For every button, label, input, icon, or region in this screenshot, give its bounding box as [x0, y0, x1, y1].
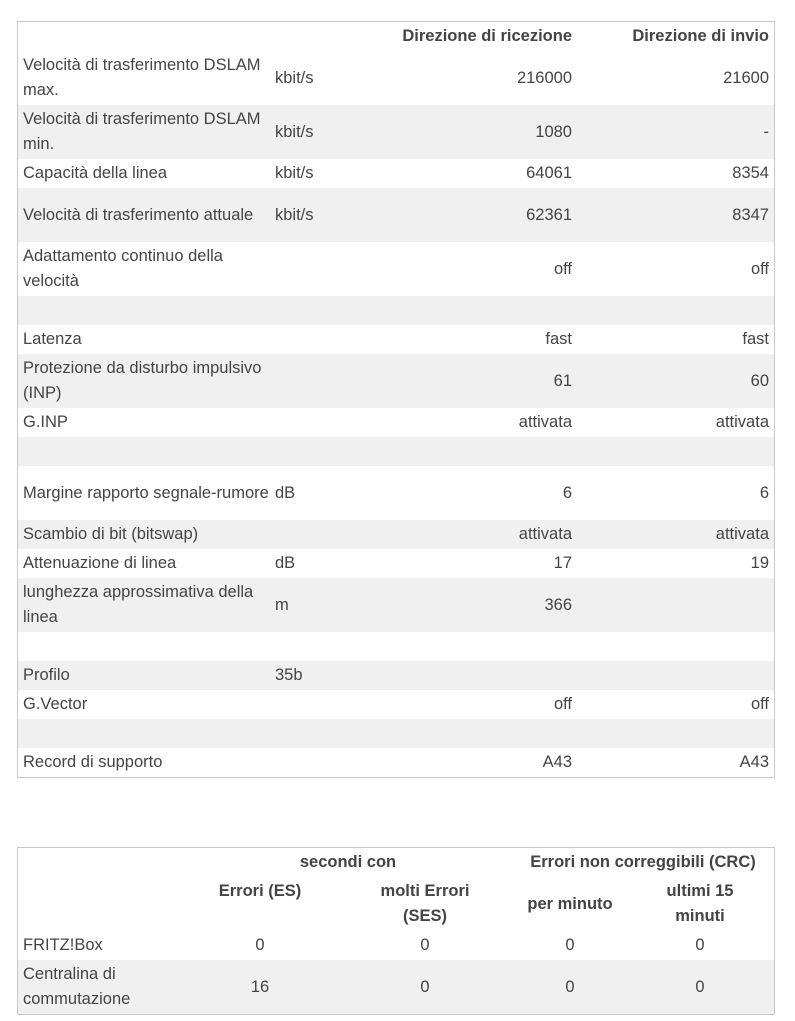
- row-unit: [275, 520, 335, 549]
- row-unit: [275, 242, 335, 296]
- row-rx-value: fast: [545, 330, 572, 348]
- table-row: [18, 105, 774, 159]
- row-label: G.INP: [23, 413, 68, 431]
- row-tx-value: [589, 437, 769, 466]
- row-unit: [275, 632, 335, 661]
- table-row: [18, 296, 774, 325]
- table-row: [18, 549, 774, 578]
- row-label: Centralina di commutazione: [23, 965, 131, 1008]
- row-rx-value: [372, 719, 572, 748]
- error-header-rows: [18, 848, 774, 931]
- row-tx-value: [589, 661, 769, 690]
- row-tx-value: attivata: [715, 525, 769, 543]
- row-unit: dB: [275, 554, 296, 572]
- table-row: [18, 661, 774, 690]
- row-label: [23, 632, 278, 661]
- table-row: [18, 325, 774, 354]
- row-unit: m: [275, 595, 289, 614]
- row-label: G.Vector: [23, 695, 88, 713]
- row-unit: [275, 719, 335, 748]
- row-last-15-min-value: 0: [695, 936, 705, 954]
- row-label: Velocità di trasferimento DSLAM max.: [23, 56, 261, 99]
- table-row: [18, 51, 774, 105]
- header-tx: Direzione di invio: [632, 27, 769, 45]
- table-row: [18, 578, 774, 632]
- table-row: [18, 437, 774, 466]
- dsl-info-table: [17, 21, 775, 778]
- row-tx-value: 8347: [732, 205, 769, 224]
- row-tx-value: A43: [739, 753, 769, 771]
- header-per-minute: per minuto: [527, 894, 613, 913]
- row-per-minute-value: 0: [565, 977, 575, 996]
- row-label: Adattamento continuo della velocità: [23, 247, 223, 290]
- row-rx-value: [372, 632, 572, 661]
- table-row: [18, 632, 774, 661]
- table-row: [18, 690, 774, 719]
- row-per-minute-value: 0: [565, 936, 575, 954]
- row-unit: [275, 325, 335, 354]
- row-rx-value: 216000: [516, 68, 572, 87]
- row-tx-value: [589, 578, 769, 632]
- row-rx-value: 61: [553, 371, 572, 390]
- row-rx-value: [372, 437, 572, 466]
- row-tx-value: 8354: [732, 164, 769, 182]
- row-unit: [275, 748, 335, 777]
- row-rx-value: 17: [553, 554, 572, 572]
- row-rx-value: attivata: [518, 413, 572, 431]
- row-label: Protezione da disturbo impulsivo (INP): [23, 359, 262, 402]
- row-tx-value: 21600: [723, 68, 769, 87]
- row-tx-value: attivata: [715, 413, 769, 431]
- header-rx: Direzione di ricezione: [402, 27, 572, 45]
- row-rx-value: 62361: [526, 205, 572, 224]
- row-rx-value: 1080: [535, 122, 572, 141]
- table-row: [18, 354, 774, 408]
- table-row: [18, 242, 774, 296]
- row-unit: kbit/s: [275, 122, 314, 141]
- header-ses: molti Errori (SES): [380, 882, 470, 925]
- row-label: FRITZ!Box: [23, 936, 103, 954]
- row-unit: kbit/s: [275, 68, 314, 87]
- error-stats-table: [17, 847, 775, 1015]
- row-unit: kbit/s: [275, 205, 314, 224]
- row-ses-value: 0: [420, 936, 430, 954]
- row-label: Velocità di trasferimento attuale: [23, 205, 254, 224]
- row-label: Scambio di bit (bitswap): [23, 525, 199, 543]
- row-label: Record di supporto: [23, 753, 163, 771]
- row-es-value: 16: [250, 977, 270, 996]
- row-unit: [275, 354, 335, 408]
- row-unit: kbit/s: [275, 164, 314, 182]
- row-tx-value: -: [763, 122, 769, 141]
- table-row: [18, 960, 774, 1014]
- row-label: [23, 437, 278, 466]
- row-unit: [275, 408, 335, 437]
- table-row: [18, 188, 774, 242]
- row-tx-value: off: [750, 695, 769, 713]
- table-row: [18, 931, 774, 960]
- row-label: Capacità della linea: [23, 164, 168, 182]
- table-row: [18, 520, 774, 549]
- row-last-15-min-value: 0: [695, 977, 705, 996]
- row-tx-value: [589, 719, 769, 748]
- row-unit: dB: [275, 483, 296, 502]
- row-tx-value: 19: [750, 554, 769, 572]
- row-rx-value: 366: [544, 595, 572, 614]
- header-crc-group: Errori non correggibili (CRC): [530, 853, 756, 871]
- header-seconds-group: secondi con: [299, 853, 397, 871]
- header-last-15-min: ultimi 15 minuti: [666, 882, 734, 925]
- row-tx-value: 60: [750, 371, 769, 390]
- row-label: lunghezza approssimativa della linea: [23, 583, 254, 626]
- row-ses-value: 0: [420, 977, 430, 996]
- row-rx-value: A43: [542, 753, 572, 771]
- row-tx-value: off: [750, 259, 769, 278]
- row-rx-value: attivata: [518, 525, 572, 543]
- row-unit: [275, 690, 335, 719]
- row-unit: [275, 437, 335, 466]
- row-rx-value: 64061: [526, 164, 572, 182]
- table-row: [18, 159, 774, 188]
- row-label: Profilo: [23, 666, 70, 684]
- row-tx-value: [589, 632, 769, 661]
- row-unit: [275, 296, 335, 325]
- row-rx-value: off: [553, 695, 572, 713]
- table-row: [18, 719, 774, 748]
- row-rx-value: [372, 296, 572, 325]
- row-tx-value: [589, 296, 769, 325]
- row-label: Latenza: [23, 330, 82, 348]
- row-rx-value: off: [553, 259, 572, 278]
- row-label: Attenuazione di linea: [23, 554, 177, 572]
- row-tx-value: 6: [759, 483, 769, 502]
- row-label: Velocità di trasferimento DSLAM min.: [23, 110, 261, 153]
- row-tx-value: fast: [742, 330, 769, 348]
- table-row: [18, 466, 774, 520]
- row-label: [23, 719, 278, 748]
- table-row: [18, 408, 774, 437]
- header-es: Errori (ES): [218, 882, 302, 900]
- row-unit: 35b: [275, 666, 303, 684]
- row-es-value: 0: [255, 936, 265, 954]
- table-row: [18, 748, 774, 777]
- row-label: [23, 296, 278, 325]
- row-label: Margine rapporto segnale-rumore: [23, 483, 269, 502]
- row-rx-value: 6: [562, 483, 572, 502]
- table-header-row: [18, 22, 774, 51]
- row-rx-value: [372, 661, 572, 690]
